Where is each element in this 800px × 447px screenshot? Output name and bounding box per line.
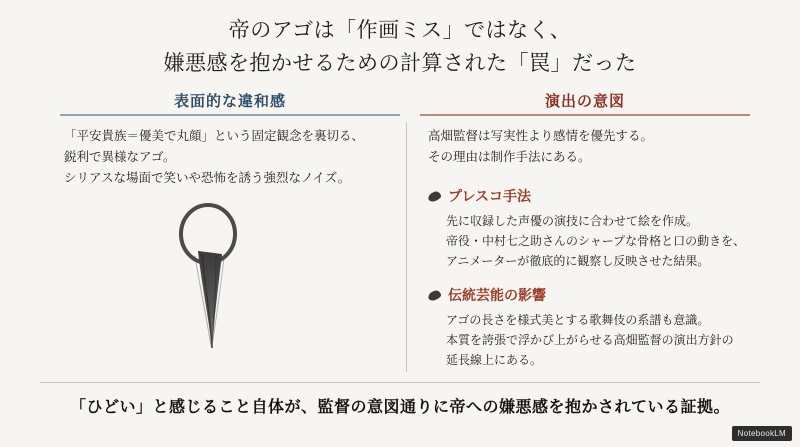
notebooklm-badge: NotebookLM [732,426,792,441]
right-item-2-line-3: 延長線上にある。 [446,353,543,367]
right-item-1-heading [428,186,758,206]
right-item-2-line-2: 本質を誇張で浮かび上がらせる高畑監督の演出方針の [446,333,734,347]
right-item-2-heading-label: 伝統芸能の影響 [448,287,546,303]
right-item-2-heading [428,285,758,305]
right-item-2-body [428,310,758,370]
right-item-1-line-3: アニメーターが徹底的に観察し反映させた結果。 [446,254,710,268]
title-line-2: 嫌悪感を抱かせるための計算された「罠」だった [163,52,637,75]
left-paragraph-line-3: シリアスな場面で笑いや恐怖を誘う強烈なノイズ。 [64,171,351,185]
right-item-1 [428,186,758,271]
right-item-2 [428,285,758,370]
column-divider [406,122,407,372]
left-column-text [64,126,394,189]
right-item-1-line-1: 先に収録した声優の演技に合わせて絵を作成。 [446,214,699,228]
chin-brush-sketch-icon [150,196,280,356]
leaf-bullet-icon [427,289,442,302]
right-item-1-body [428,211,758,271]
footer-conclusion: 「ひどい」と感じること自体が、監督の意図通りに帝への嫌悪感を抱かされている証拠。 [69,399,730,416]
right-column-content [428,126,758,384]
right-item-1-heading-label: プレスコ手法 [448,188,532,204]
title-line-1: 帝のアゴは「作画ミス」ではなく、 [228,19,572,42]
leaf-bullet-icon [427,190,442,203]
left-paragraph-line-2: 鋭利で異様なアゴ。 [64,150,176,164]
right-intro-line-2: その理由は制作手法にある。 [428,150,591,164]
right-item-2-line-1: アゴの長さを様式美とする歌舞伎の系譜も意識。 [446,313,710,327]
left-paragraph-line-1: 「平安貴族＝優美で丸顔」という固定観念を裏切る、 [64,129,365,143]
right-intro [428,126,758,168]
footer-divider [40,382,760,383]
right-column-heading: 演出の意図 [420,90,750,116]
left-column-heading: 表面的な違和感 [60,90,400,116]
right-intro-line-1: 高畑監督は写実性より感情を優先する。 [428,129,654,143]
page-title [0,14,800,80]
column-headings [0,90,800,116]
right-item-1-line-2: 帝役・中村七之助さんのシャープな骨格と口の動きを、 [446,234,746,248]
